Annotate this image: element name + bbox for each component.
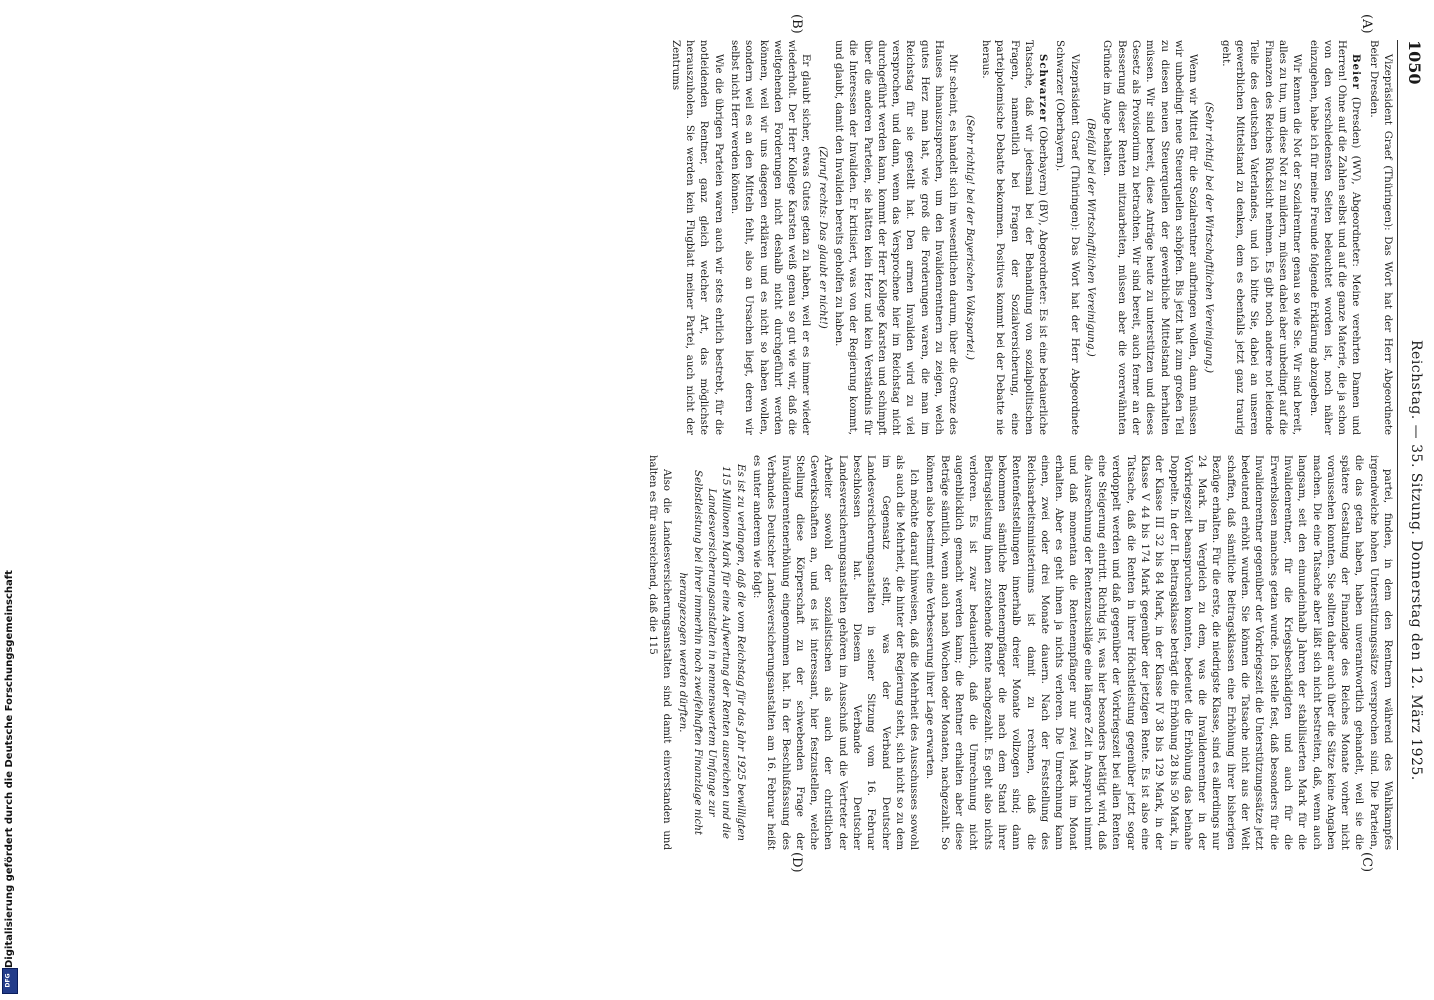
paragraph [1217,40,1303,435]
interjection [1083,40,1097,435]
paragraph-text: partei, finden, in dem den Rentnern während des Wahlkampfes irgendwelche hohen Unterstützungssätze versprochen sind. Die Parteien, die das getan haben, haben unverantwortlich gehandelt, weil sie die spätere Gestaltung der Finanzlage des Reiches Monate vorher nicht voraussehen konnten. Sie sollten daher auch über die Sätze keine Angaben machen. Die eine Tatsache aber läßt sich nicht bestreiten, daß, wenn auch langsam, seit den einundeinhalb Jahren der stabilisierten Mark für die Invalidenrentner, für die Kriegsbeschädigten und auch für die Erwerbslosen manches getan wurde. Ich stelle fest, daß besonders für die Invalidenrentner gegenüber der Vorkriegszeit die Unterstützungssätze jetzt bedeutend erhöht wurden. Sie können die Tatsache nicht aus der Welt schaffen, daß sämtliche Beitragsklassen eine Erhöhung ihrer bisherigen Bezüge erhalten. Für die erste, die niedrigste Klasse, sind es allerdings nur 24 Mark. Im Vergleich zu dem, was die Invalidenrentner in der Vorkriegszeit beanspruchen konnten, bedeutet die Erhöhung das beinahe Doppelte. In der II. Beitragsklasse beträgt die Erhöhung 28 bis 50 Mark, in der Klasse III 32 bis 84 Mark, in der Klasse IV 38 bis 129 Mark, in der Klasse V 44 bis 174 Mark gegenüber der jetzigen Rente. Es ist also eine Tatsache, daß die Renten in ihrer Höchstleistung gegenüber jetzt sogar verdoppelt werden und daß gegenüber der Vorkriegszeit bei allen Renten eine Steigerung eintritt. Richtig ist, was hier besonders betätigt wird, daß die Ausrechnung der Rentenzuschläge eine längere Zeit in Anspruch nimmt und daß momentan die Rentenempfänger nur zwei Mark im Monat erhalten. Aber es geht ihnen ja nichts verloren. Die Umrechnung kann einen, zwei oder drei Monate dauern. Nach der Feststellung des Reichsarbeitsministeriums ist damit zu rechnen, daß die Rentenfeststellungen innerhalb dreier Monate vollzogen sind; dann bekommen sämtliche Rentenempfänger die nach dem Stand ihrer Beitragsleistung ihnen zustehende Rente nachgezahlt. Es geht also nichts verloren. Es ist zwar bedauerlich, daß die Umrechnung nicht augenblicklich gemacht werden kann; die Rentner erhalten aber diese Beträge sämtlich, wenn auch nach Wochen oder Monaten, nachgezahlt. So können also bestimmt eine Verbesserung ihrer Lage erwarten. [924,455,1393,850]
paragraph-text: Wir kennen die Not der Sozialrentner genau so wie Sie. Wir sind bereit, alles zu tun, um diese Not zu mildern, müssen dabei aber unbedingt auf die Finanzen des Reiches Rücksicht nehmen. Es gibt noch andere not leidende Teile des deutschen Vaterlandes, und ich bitte Sie, dabei an unseren gewerblichen Mittelstand zu denken, dem es ebenfalls jetzt ganz traurig geht. [1219,40,1303,435]
paragraph [978,40,1050,435]
margin-mark-a: (A) [1359,14,1374,34]
speaker-name: Beier [1350,54,1363,90]
page-header [1402,40,1424,940]
paragraph-text: (Sehr richtig! bei der Wirtschaftlichen Vereinigung.) [1203,101,1215,374]
paragraph-text: Vizepräsident Graef (Thüringen): Das Wort hat der Herr Abgeordnete Beier Dresden. [1367,40,1393,435]
paragraph [922,455,1394,850]
paragraph-text: (Zuruf rechts: Das glaubt er nicht!) [816,146,828,329]
paragraph-text: Es ist zu verlangen, daß die vom Reichstag für das Jahr 1925 bewilligten 115 Millionen Mark für eine Aufwertung der Renten ausreichen und die Landesversicherungsanstalten in nennenswertem Umfange zur Selbstleistung bei ihrer immerhin noch zweifelhaften Finanzlage nicht herangezogen werden dürften. [677,464,746,841]
speaker-name: Schwarzer [1037,54,1050,123]
paragraph-text: Mir scheint, es handelt sich im wesentlichen darum, über die Grenze des Hauses hinauszusprechen, um den Invalidenrentnern zu zeigen, welch gutes Herz man hat, wie groß die Forderungen waren, die man im Reichstag für sie gestellt hat. Den armen Invaliden wird zu viel versprochen, und dann, wenn das Versprochene hier im Reichstag nicht durchgeführt werden kann, kommt der Herr Kollege Karsten und schimpft über die anderen Parteien, sie hätten kein Herz und kein Verständnis für die Interessen der Invaliden. Er kritisiert, was von der Regierung kommt, und glaubt, damit den Invaliden bereits geholfen zu haben. [833,40,959,435]
interjection [675,455,746,850]
running-title: Reichstag. — 35. Sitzung. Donnerstag den 12. März 1925. [1408,340,1424,781]
paragraph [645,455,674,850]
paragraph-text: Wie die übrigen Parteien waren auch wir stets ehrlich bestrebt, für die notleidenden Rentner, ganz gleich welcher Art, das möglichste herauszuholen. Sie werden kein Flugblatt meiner Partei, auch nicht der Zentrums [669,40,724,435]
page-number: 1050 [1405,40,1424,85]
paragraph [1305,40,1363,435]
footer-strip [0,0,20,1000]
paragraph-text: Also die Landesversicherungsanstalten sind damit einverstanden und halten es für ausreichend, daß die 115 [646,455,673,850]
paragraph-text: Wenn wir Mittel für die Sozialrentner aufbringen wollen, dann müssen wir unbedingt neue Steuerquellen schöpfen. Bis jetzt hat zum großen Teil zu diesen neuen Steuerquellen der gewerbliche Mittelstand herhalten müssen. Wir sind bereit, diese Anträge heute zu unterstützen und dieses Gesetz als Provisorium zu betrachten. Wir sind bereit, auch ferner an der Besserung dieser Renten mitzuarbeiten, müssen aber die vorerwähnten Gründe im Auge behalten. [1101,40,1199,435]
paragraph-text: (Oberbayern) (BV), Abgeordneter: Es ist eine bedauerliche Tatsache, daß wir jedesmal bei der Behandlung von sozialpolitischen Fragen, namentlich bei Fragen der Sozialversicherung, eine parteipolemische Debatte bekommen. Positives kommt bei der Debatte nie heraus. [979,40,1049,435]
paragraph [1099,40,1199,435]
paragraph-text: (Sehr richtig! bei der Bayerischen Volkspartei.) [963,114,975,361]
margin-mark-b: (B) [789,14,804,34]
paragraph-text: (Beifall bei der Wirtschaftlichen Vereinigung.) [1085,118,1097,357]
paragraph [1365,40,1394,435]
paragraph [1052,40,1081,435]
interjection [1201,40,1215,435]
paragraph-text: Ich möchte darauf hinweisen, daß die Mehrheit des Ausschusses sowohl als auch die Mehrheit, die hinter der Regierung steht, sich nicht so zu dem im Gegensatz stellt, was der Verband Deutscher Landesversicherungsanstalten in seiner Sitzung vom 16. Februar beschlossen hat. Diesem Verbande Deutscher Landesversicherungsanstalten gehören im Ausschuß und die Vertreter der Arbeiter sowohl der sozialistischen als auch der christlichen Gewerkschaften an, und es ist interessant, hier festzustellen, welche Stellung diese Körperschaft zu der schwebenden Frage der Invalidenrentenerhöhung eingenommen hat. In der Beschlußfassung des Verbandes Deutscher Landesversicherungsanstalten am 16. Februar heißt es unter anderem wie folgt: [750,455,920,850]
paragraph [831,40,960,435]
right-column [34,455,1394,850]
paragraph [727,40,813,435]
dfg-logo: DFG [2,968,18,994]
interjection [961,40,975,435]
interjection [814,40,828,435]
digitization-credit: Digitalisierung gefördert durch die Deutsche Forschungsgemeinschaft [4,570,15,968]
paragraph-text: (Dresden) (WV), Abgeordneter: Meine verehrten Damen und Herren! Ohne auf die Zahlen selbst und auf die ganze Materie, die ja schon von den verschiedensten Seiten beleuchtet worden ist, noch näher einzugehen, habe ich für meine Freunde folgende Erklärung abzugeben. [1307,40,1362,435]
margin-mark-c: (C) [1359,852,1374,873]
left-column [34,40,1394,435]
paragraph [749,455,921,850]
paragraph-text: Er glaubt sicher, etwas Gutes getan zu haben, weil er es immer wieder wiederholt. Der Herr Kollege Karsten weiß genau so gut wie wir, daß die weitgehenden Forderungen nicht deshalb nicht durchgeführt werden können, weil wir uns dagegen erklären und es nicht so haben wollen, sondern weil es an den Mitteln fehlt, also an Ursachen liegt, deren wir selbst nicht Herr werden können. [728,40,812,435]
margin-mark-d: (D) [789,852,804,873]
paragraph [667,40,724,435]
header-rule [1397,40,1398,850]
paragraph-text: Vizepräsident Graef (Thüringen): Das Wort hat der Herr Abgeordnete Schwarzer (Oberbayern). [1054,40,1080,435]
